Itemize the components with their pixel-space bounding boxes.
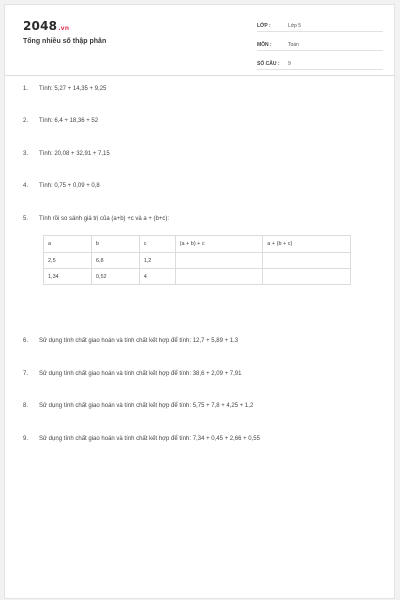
question-text: Sử dụng tính chất giao hoán và tính chất kết hợp để tính: 5,75 + 7,8 + 4,25 + 1,2 — [39, 403, 254, 409]
question-item — [23, 118, 98, 124]
table-header-row — [44, 236, 351, 253]
meta-grade — [257, 21, 383, 32]
table-header-cell: a — [44, 236, 92, 253]
meta-question-count — [257, 59, 383, 70]
question-number: 6. — [23, 338, 29, 344]
meta-label: SỐ CÂU : — [257, 61, 280, 67]
table-cell: 2,5 — [44, 253, 92, 269]
logo-brand: 2048 — [23, 19, 58, 33]
site-logo[interactable] — [23, 19, 69, 33]
table-cell — [175, 269, 263, 285]
question-number: 4. — [23, 183, 29, 189]
question-item — [23, 371, 241, 377]
meta-subject — [257, 40, 383, 51]
question-item — [23, 183, 100, 189]
table-cell — [175, 253, 263, 269]
question-item — [23, 216, 169, 222]
question-number: 3. — [23, 151, 29, 157]
table-header-cell: (a + b) + c — [175, 236, 263, 253]
table-cell — [263, 269, 351, 285]
meta-value: Lớp 5 — [288, 23, 302, 29]
worksheet-meta — [257, 21, 383, 78]
logo-suffix: .vn — [58, 25, 70, 32]
question-text: Tính: 0,75 + 0,09 + 0,8 — [39, 183, 100, 189]
question-text: Sử dụng tính chất giao hoán và tính chất kết hợp để tính: 7,34 + 0,45 + 2,66 + 0,55 — [39, 436, 260, 442]
table-cell: 1,34 — [44, 269, 92, 285]
table-cell: 6,8 — [91, 253, 139, 269]
table-header-cell: a + (b + c) — [263, 236, 351, 253]
question-number: 2. — [23, 118, 29, 124]
question-text: Tính: 6,4 + 18,36 + 52 — [39, 118, 99, 124]
table-cell: 0,52 — [91, 269, 139, 285]
question-item — [23, 436, 260, 442]
worksheet — [4, 4, 395, 599]
question-text: Sử dụng tính chất giao hoán và tính chất kết hợp để tính: 38,6 + 2,09 + 7,91 — [39, 371, 242, 377]
question-number: 9. — [23, 436, 29, 442]
comparison-table — [43, 235, 351, 285]
question-item — [23, 338, 238, 344]
worksheet-title: Tổng nhiều số thập phân — [23, 38, 107, 45]
question-text: Tính: 20,08 + 32,91 + 7,15 — [39, 151, 110, 157]
meta-value: 9 — [288, 61, 291, 67]
table-row — [44, 253, 351, 269]
question-text: Tính: 5,27 + 14,35 + 9,25 — [39, 86, 107, 92]
meta-value: Toán — [288, 42, 299, 48]
table-header-cell: c — [139, 236, 175, 253]
question-item — [23, 403, 253, 409]
table-cell: 1,2 — [139, 253, 175, 269]
question-item — [23, 151, 110, 157]
question-number: 1. — [23, 86, 29, 92]
question-number: 5. — [23, 216, 29, 222]
question-text: Sử dụng tính chất giao hoán và tính chất kết hợp để tính: 12,7 + 5,89 + 1,3 — [39, 338, 239, 344]
question-item — [23, 86, 106, 92]
worksheet-header — [5, 5, 394, 76]
question-number: 8. — [23, 403, 29, 409]
table-cell — [263, 253, 351, 269]
table-cell: 4 — [139, 269, 175, 285]
meta-label: LỚP : — [257, 23, 271, 29]
table-row — [44, 269, 351, 285]
question-number: 7. — [23, 371, 29, 377]
question-text: Tính rồi so sánh giá trị của (a+b) +c và a + (b+c): — [39, 216, 170, 222]
meta-label: MÔN : — [257, 42, 272, 48]
table-header-cell: b — [91, 236, 139, 253]
